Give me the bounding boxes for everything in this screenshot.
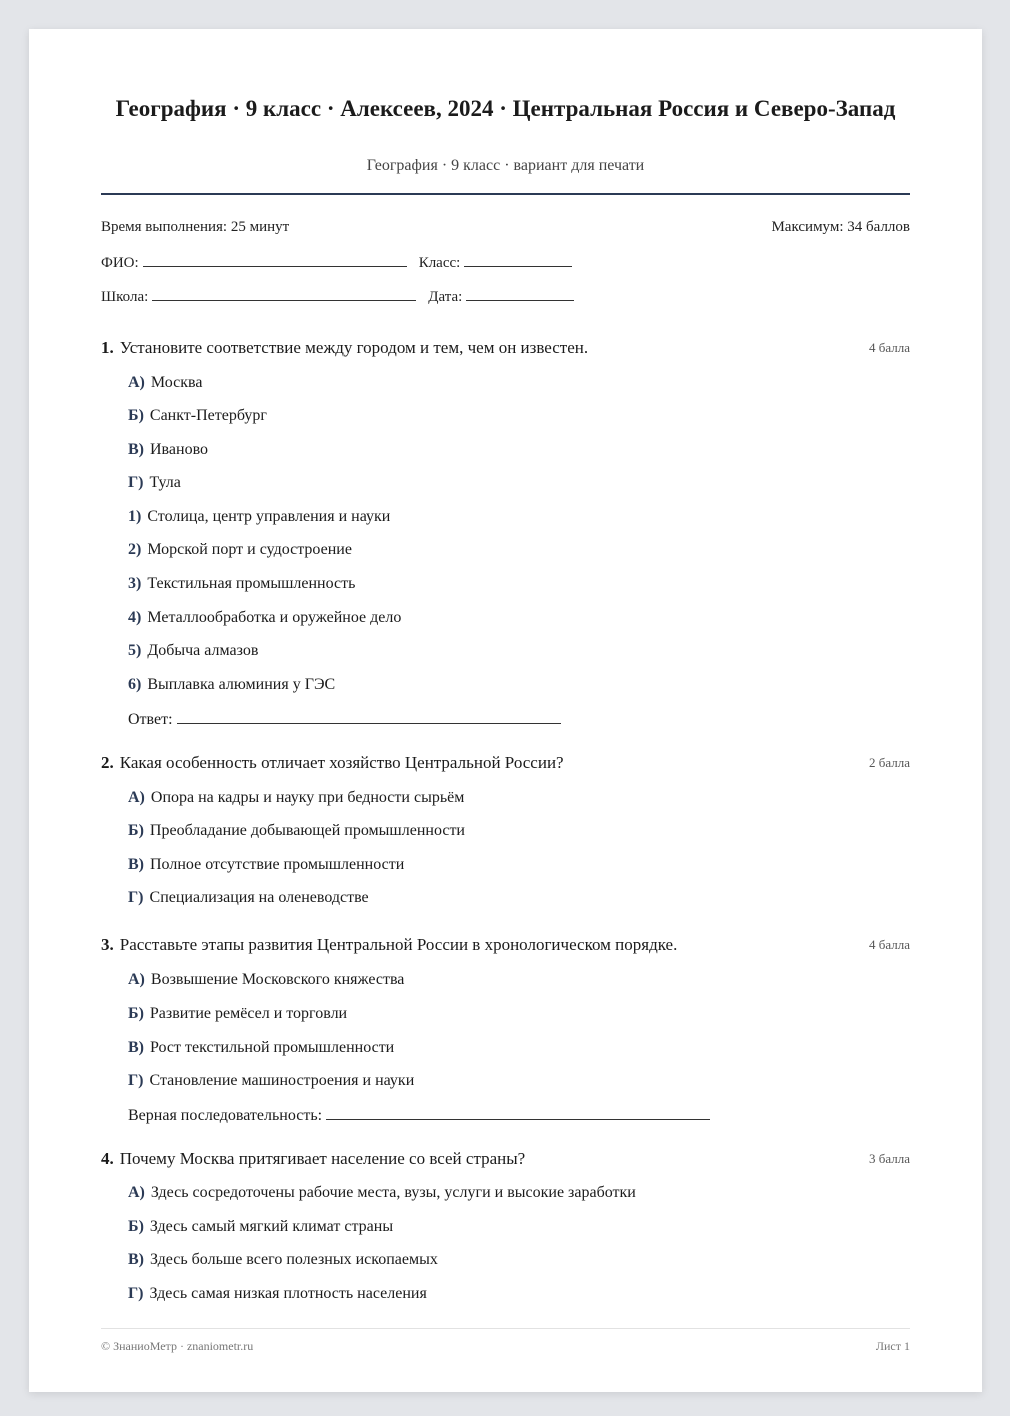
option-v: [128, 1038, 394, 1058]
question-text: Какая особенность отличает хозяйство Центральной России?: [119, 753, 564, 772]
option-text: Морской порт и судостроение: [147, 541, 352, 558]
option-mark: В): [128, 1251, 144, 1268]
option-text: Развитие ремёсел и торговли: [149, 1005, 348, 1022]
option-text: Преобладание добывающей промышленности: [149, 822, 465, 839]
option-a: [128, 373, 202, 393]
option-text: Здесь самый мягкий климат страны: [149, 1218, 394, 1235]
match-4: [128, 608, 401, 628]
option-mark: Г): [128, 1072, 144, 1089]
option-mark: А): [128, 789, 145, 806]
class-label: Класс:: [418, 255, 461, 271]
option-text: Текстильная промышленность: [147, 575, 356, 592]
option-mark: В): [128, 441, 144, 458]
match-6: [128, 675, 335, 695]
header-divider: [101, 193, 910, 195]
date-field[interactable]: [466, 286, 574, 301]
option-mark: 5): [128, 642, 142, 659]
question-number: 2.: [101, 753, 114, 772]
sequence-answer-row: [128, 1105, 710, 1125]
match-1: [128, 507, 390, 527]
option-b: [128, 406, 267, 426]
answer-field[interactable]: [326, 1105, 710, 1120]
worksheet-page: [29, 29, 982, 1392]
option-mark: Б): [128, 1005, 144, 1022]
answer-label: Верная последовательность:: [128, 1107, 323, 1124]
option-text: Опора на кадры и науку при бедности сырьём: [150, 789, 465, 806]
option-text: Добыча алмазов: [147, 642, 259, 659]
class-field[interactable]: [464, 252, 572, 267]
option-mark: Г): [128, 889, 144, 906]
option-text: Здесь сосредоточены рабочие места, вузы, услуги и высокие заработки: [150, 1184, 636, 1201]
option-v: [128, 440, 208, 460]
option-mark: А): [128, 374, 145, 391]
option-v: [128, 855, 404, 875]
option-text: Становление машиностроения и науки: [149, 1072, 415, 1089]
question-header: [101, 752, 910, 774]
question-1: [101, 337, 910, 728]
copyright-link[interactable]: © ЗнаниоМетр · znaniometr.ru: [101, 1339, 254, 1353]
school-label: Школа:: [101, 289, 149, 305]
option-mark: 2): [128, 541, 142, 558]
option-mark: Б): [128, 407, 144, 424]
page-title: География · 9 класс · Алексеев, 2024 · Центральная Россия и Северо-Запад: [115, 96, 896, 121]
option-mark: Б): [128, 1218, 144, 1235]
question-points: 4 балла: [869, 340, 910, 355]
option-text: Возвышение Московского княжества: [150, 971, 405, 988]
option-a: [128, 1183, 636, 1203]
option-b: [128, 1004, 347, 1024]
question-number: 4.: [101, 1149, 114, 1168]
option-text: Иваново: [150, 441, 209, 458]
option-text: Здесь больше всего полезных ископаемых: [150, 1251, 438, 1268]
option-v: [128, 1250, 438, 1270]
option-mark: А): [128, 1184, 145, 1201]
option-g: [128, 473, 181, 493]
option-mark: 3): [128, 575, 142, 592]
time-limit: Время выполнения: 25 минут: [101, 219, 290, 235]
option-g: [128, 1284, 427, 1304]
footer: [101, 1339, 910, 1354]
option-text: Москва: [150, 374, 203, 391]
match-5: [128, 641, 258, 661]
question-text: Расставьте этапы развития Центральной России в хронологическом порядке.: [119, 935, 678, 954]
sheet-number: Лист 1: [875, 1339, 910, 1353]
option-text: Столица, центр управления и науки: [147, 508, 391, 525]
option-a: [128, 970, 404, 990]
question-header: [101, 934, 910, 956]
question-points: 2 балла: [869, 755, 910, 770]
option-text: Санкт-Петербург: [149, 407, 267, 424]
page-content: [101, 29, 910, 1392]
option-a: [128, 788, 464, 808]
option-mark: В): [128, 1039, 144, 1056]
option-mark: Г): [128, 1285, 144, 1302]
option-mark: Б): [128, 822, 144, 839]
question-header: [101, 337, 910, 359]
answer-row: [128, 709, 561, 729]
question-header: [101, 1148, 910, 1170]
question-text: Установите соответствие между городом и тем, чем он известен.: [119, 338, 589, 357]
match-3: [128, 574, 355, 594]
max-score: Максимум: 34 баллов: [771, 219, 910, 235]
question-number: 3.: [101, 935, 114, 954]
option-mark: А): [128, 971, 145, 988]
question-4: [101, 1148, 910, 1302]
page-subtitle: География · 9 класс · вариант для печати: [366, 157, 645, 174]
option-text: Выплавка алюминия у ГЭС: [147, 676, 336, 693]
question-3: [101, 934, 910, 1124]
answer-field[interactable]: [177, 709, 561, 724]
option-text: Специализация на оленеводстве: [149, 889, 369, 906]
option-mark: Г): [128, 474, 144, 491]
option-text: Рост текстильной промышленности: [150, 1039, 395, 1056]
option-mark: 6): [128, 676, 142, 693]
fio-class-row: [101, 252, 572, 272]
option-g: [128, 888, 369, 908]
date-label: Дата:: [428, 289, 463, 305]
option-mark: 4): [128, 609, 142, 626]
option-text: Металлообработка и оружейное дело: [147, 609, 402, 626]
question-points: 3 балла: [869, 1151, 910, 1166]
school-date-row: [101, 286, 574, 306]
question-number: 1.: [101, 338, 114, 357]
fio-label: ФИО:: [101, 255, 139, 271]
option-text: Полное отсутствие промышленности: [150, 856, 405, 873]
question-points: 4 балла: [869, 937, 910, 952]
option-text: Здесь самая низкая плотность населения: [149, 1285, 427, 1302]
footer-divider: [101, 1328, 910, 1329]
school-field[interactable]: [152, 286, 416, 301]
option-text: Тула: [149, 474, 181, 491]
option-b: [128, 1217, 393, 1237]
option-mark: В): [128, 856, 144, 873]
question-text: Почему Москва притягивает население со всей страны?: [119, 1149, 526, 1168]
answer-label: Ответ:: [128, 711, 173, 728]
meta-row: [101, 219, 910, 236]
option-b: [128, 821, 465, 841]
option-g: [128, 1071, 414, 1091]
match-2: [128, 540, 352, 560]
question-2: [101, 752, 910, 906]
option-mark: 1): [128, 508, 142, 525]
fio-field[interactable]: [143, 252, 407, 267]
